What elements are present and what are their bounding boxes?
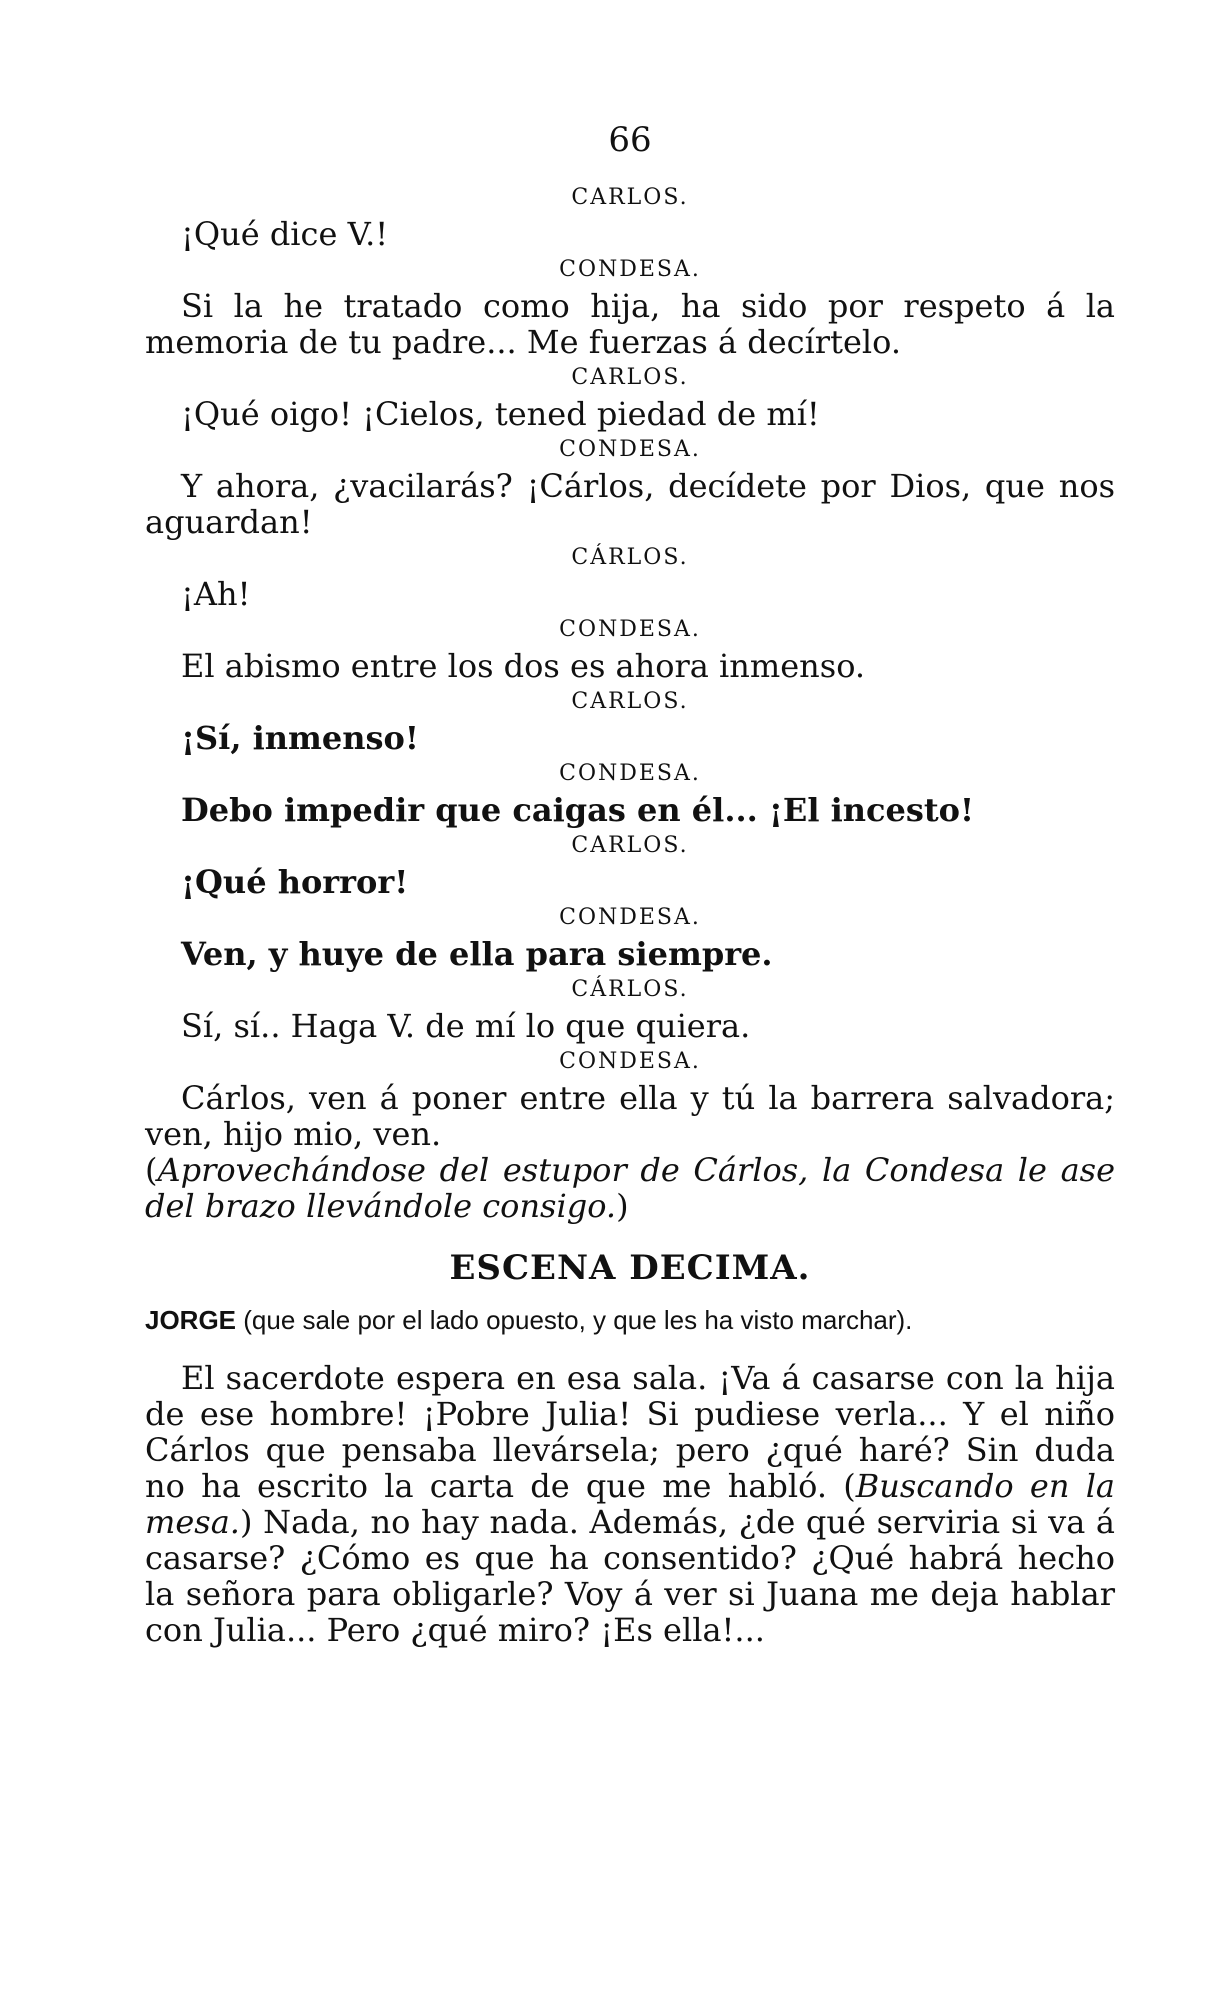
speaker-label: CONDESA. [559,437,701,462]
dialogue-line: ¡Sí, inmenso! [181,719,419,757]
dialogue-line: Debo impedir que caigas en él... ¡El incesto! [181,791,975,829]
dialogue-line: El abismo entre los dos es ahora inmenso. [181,647,866,685]
dialogue-line: Si la he tratado como hija, ha sido por respeto á la memoria de tu padre... Me fuerzas á decírtelo. [145,287,1115,361]
character-name: JORGE [145,1305,237,1335]
dialogue-line: Ven, y huye de ella para siempre. [181,935,773,973]
dialogue-block [145,180,1115,1152]
book-page [145,0,1115,1997]
speaker-label: CARLOS. [571,689,689,714]
scene-title: ESCENA DECIMA. [449,1248,811,1288]
character-stage-note: (que sale por el lado opuesto, y que les ha visto marchar). [243,1305,913,1335]
monologue-part-2: ) Nada, no hay nada. Además, ¿de qué serviria si va á casarse? ¿Cómo es que ha consentido? ¿Qué habrá hecho la señora para obligarle? Voy á ver si Juana me deja hablar con Julia... Pero ¿qué miro? ¡Es ella!... [145,1503,1115,1649]
dialogue-line: Cárlos, ven á poner entre ella y tú la barrera salvadora; ven, hijo mio, ven. [145,1079,1115,1153]
speaker-label: CÁRLOS. [571,545,689,570]
speaker-label: CONDESA. [559,617,701,642]
speaker-label: CARLOS. [571,833,689,858]
stage-direction-text: Aprovechándose del estupor de Cárlos, la Condesa le ase del brazo llevándole consigo. [145,1151,1115,1225]
character-heading-jorge [145,1300,1115,1340]
monologue-part-1: El sacerdote espera en esa sala. ¡Va á casarse con la hija de ese hombre! ¡Pobre Julia! Si pudiese verla... Y el niño Cárlos que pensaba llevársela; pero ¿qué haré? Sin duda no ha escrito la carta de que me habló. ( [145,1359,1115,1505]
dialogue-line: Y ahora, ¿vacilarás? ¡Cárlos, decídete por Dios, que nos aguardan! [145,467,1115,541]
speaker-label: CÁRLOS. [571,977,689,1002]
dialogue-line: ¡Qué horror! [181,863,409,901]
dialogue-line: ¡Ah! [181,575,251,613]
dialogue-line: ¡Qué oigo! ¡Cielos, tened piedad de mí! [181,395,820,433]
dialogue-line: Sí, sí.. Haga V. de mí lo que quiera. [181,1007,751,1045]
speaker-label: CONDESA. [559,761,701,786]
speaker-label: CONDESA. [559,1049,701,1074]
speaker-label: CARLOS. [571,365,689,390]
dialogue-line: ¡Qué dice V.! [181,215,389,253]
stage-direction-open: ( [145,1151,158,1189]
page-content [145,180,1115,1648]
monologue-aside: Buscando en la mesa. [145,1467,1116,1541]
stage-direction-close: ) [616,1187,629,1225]
speaker-label: CONDESA. [559,905,701,930]
jorge-monologue [145,1360,1115,1648]
speaker-label: CONDESA. [559,257,701,282]
stage-direction [145,1152,1115,1224]
page-number: 66 [608,120,652,160]
speaker-label: CARLOS. [571,185,689,210]
